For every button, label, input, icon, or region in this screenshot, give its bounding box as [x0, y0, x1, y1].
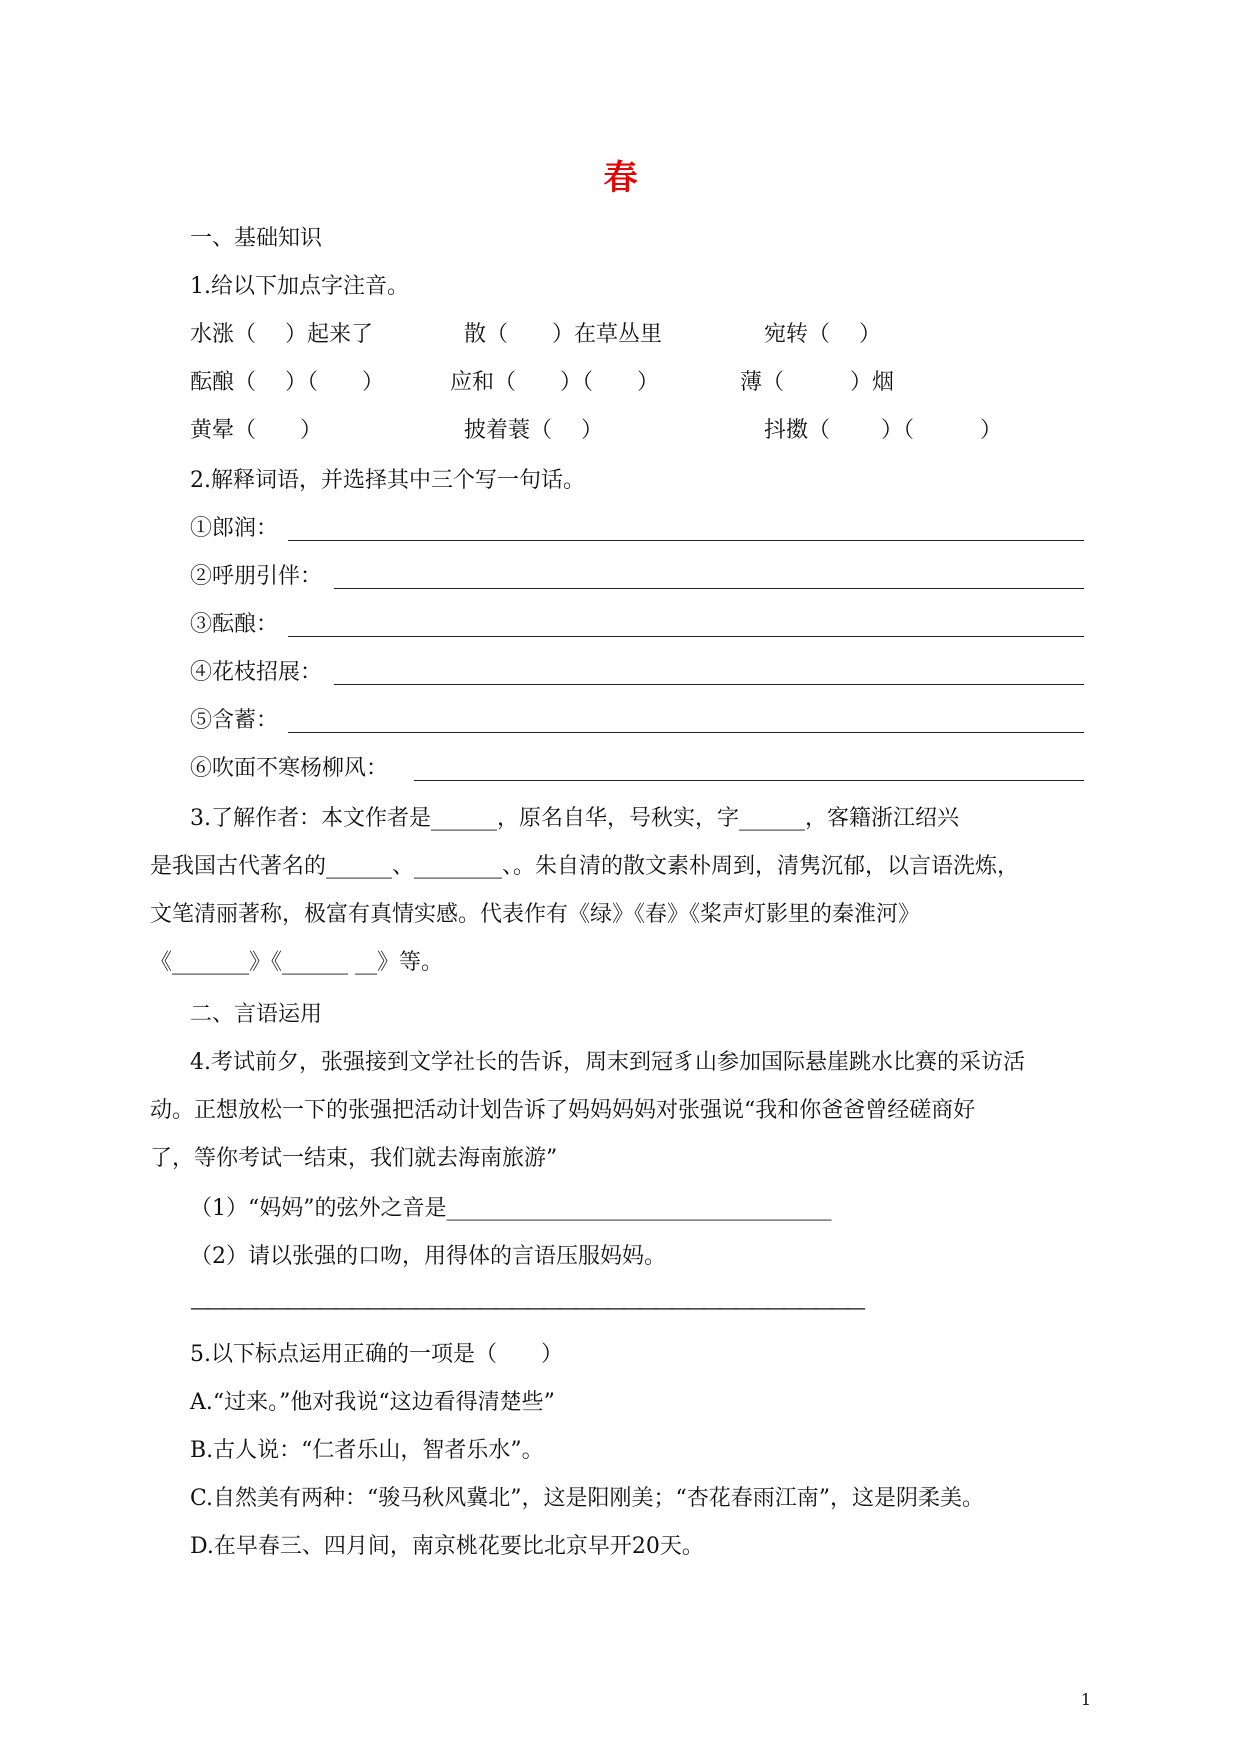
- vocab-item: ⑤含蓄：: [190, 708, 279, 733]
- question-3-line: 《_______》《______ __》等。: [150, 950, 443, 975]
- question-4-sub-1: （1）“妈妈”的弦外之音是___________________________________: [190, 1196, 832, 1221]
- question-3-line: 3.了解作者：本文作者是______，原名自华，号秋实，字______，客籍浙江绍兴: [190, 806, 959, 831]
- question-4-line: 了，等你考试一结束，我们就去海南旅游”: [150, 1146, 558, 1171]
- question-4-line: 4.考试前夕，张强接到文学社长的告诉，周末到冠豸山参加国际悬崖跳水比赛的采访活: [190, 1050, 1025, 1075]
- option-b[interactable]: B.古人说：“仁者乐山，智者乐水”。: [190, 1438, 544, 1463]
- pinyin-item: 薄（ ）烟: [740, 370, 895, 395]
- question-3-line: 是我国古代著名的______、________、。朱自清的散文素朴周到，清隽沉郁，以言语洗炼，: [150, 854, 1020, 879]
- question-2-prompt: 2.解释词语，并选择其中三个写一句话。: [190, 468, 585, 493]
- pinyin-item: 水涨（ ）起来了: [190, 322, 373, 347]
- section-heading-basics: 一、基础知识: [190, 226, 323, 251]
- vocab-item: ④花枝招展：: [190, 660, 323, 685]
- question-4-sub-2: （2）请以张强的口吻，用得体的言语压服妈妈。: [190, 1244, 666, 1269]
- question-4-line: 动。正想放松一下的张强把活动计划告诉了妈妈妈妈对张强说“我和你爸爸曾经磋商好: [150, 1098, 976, 1123]
- answer-line[interactable]: [334, 684, 1084, 685]
- pinyin-item: 酝酿（ ）（ ）: [190, 370, 384, 395]
- section-heading-language-use: 二、言语运用: [190, 1002, 323, 1027]
- pinyin-item: 披着蓑（ ）: [464, 418, 603, 443]
- answer-line[interactable]: ——————————————————————————————————————————: [190, 1295, 862, 1319]
- question-3-line: 文笔清丽著称，极富有真情实感。代表作有《绿》《春》《桨声灯影里的秦淮河》: [150, 902, 921, 927]
- pinyin-item: 散（ ）在草丛里: [464, 322, 663, 347]
- page-title: 春: [603, 158, 638, 198]
- question-5-prompt: 5.以下标点运用正确的一项是（ ）: [190, 1342, 563, 1367]
- option-c[interactable]: C.自然美有两种：“骏马秋风冀北”，这是阳刚美；“杏花春雨江南”，这是阴柔美。: [190, 1486, 985, 1511]
- vocab-item: ⑥吹面不寒杨柳风：: [190, 756, 389, 781]
- option-a[interactable]: A.“过来。”他对我说“这边看得清楚些”: [190, 1390, 555, 1415]
- page-number: 1: [1080, 1690, 1091, 1709]
- question-1-prompt: 1.给以下加点字注音。: [190, 274, 409, 299]
- vocab-item: ②呼朋引伴：: [190, 564, 323, 589]
- option-d[interactable]: D.在早春三、四月间，南京桃花要比北京早开20天。: [190, 1534, 704, 1559]
- pinyin-item: 应和（ ）（ ）: [450, 370, 660, 395]
- vocab-item: ①郎润：: [190, 516, 279, 541]
- answer-line[interactable]: [334, 588, 1084, 589]
- pinyin-item: 宛转（ ）: [764, 322, 881, 347]
- answer-line[interactable]: [288, 732, 1084, 733]
- vocab-item: ③酝酿：: [190, 612, 279, 637]
- pinyin-item: 抖擞（ ）（ ）: [764, 418, 1002, 443]
- pinyin-item: 黄晕（ ）: [190, 418, 323, 443]
- answer-line[interactable]: [414, 780, 1084, 781]
- answer-line[interactable]: [288, 540, 1084, 541]
- answer-line[interactable]: [288, 636, 1084, 637]
